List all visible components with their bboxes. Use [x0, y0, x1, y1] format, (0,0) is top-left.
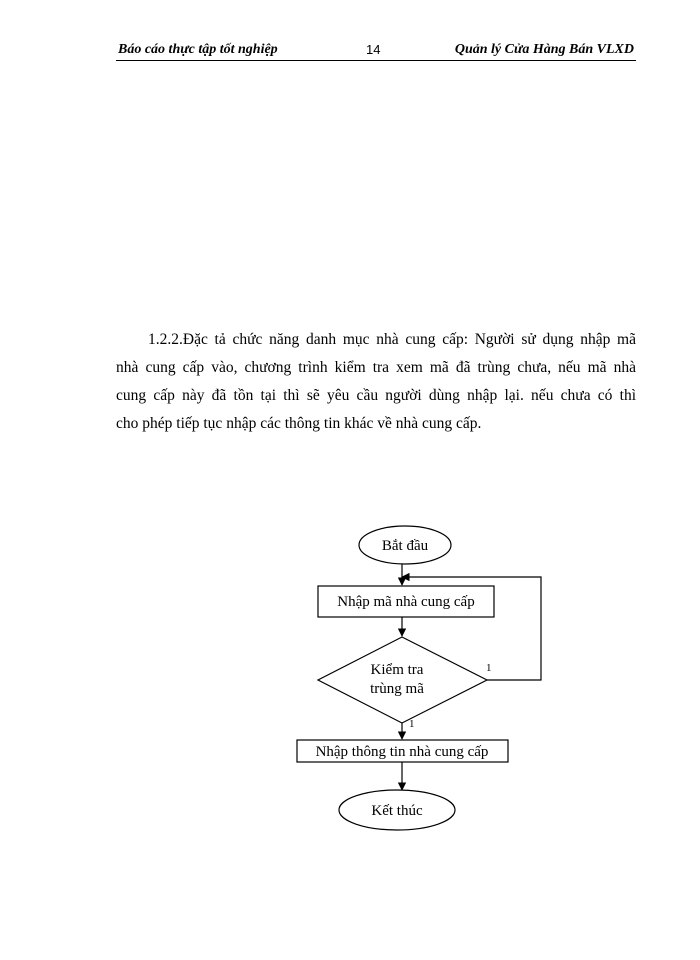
start-label: Bắt đầu	[381, 538, 429, 554]
paragraph-line: cung cấp này đã tồn tại thì sẽ yêu cầu người dùng nhập lại. nếu chưa có thì	[116, 387, 636, 404]
decision-label-line2: trùng mã	[370, 681, 424, 697]
header-report-title: Báo cáo thực tập tốt nghiệp	[118, 42, 278, 57]
yes-branch-label: 1	[486, 662, 492, 674]
no-branch-label: 1	[409, 718, 415, 730]
paragraph-line: nhà cung cấp vào, chương trình kiểm tra xem mã đã trùng chưa, nếu mã nhà	[116, 359, 636, 376]
paragraph-line: 1.2.2.Đặc tả chức năng danh mục nhà cung cấp: Người sử dụng nhập mã	[148, 331, 636, 348]
page-number: 14	[366, 42, 381, 57]
check-duplicate-decision	[318, 637, 487, 723]
end-label: Kết thúc	[371, 803, 423, 819]
input-info-label: Nhập thông tin nhà cung cấp	[315, 744, 489, 760]
header-project-title: Quản lý Cửa Hàng Bán VLXD	[454, 42, 634, 57]
paragraph-line: cho phép tiếp tục nhập các thông tin khác về nhà cung cấp.	[116, 415, 482, 432]
input-code-label: Nhập mã nhà cung cấp	[337, 594, 475, 610]
decision-label-line1: Kiểm tra	[370, 662, 424, 678]
